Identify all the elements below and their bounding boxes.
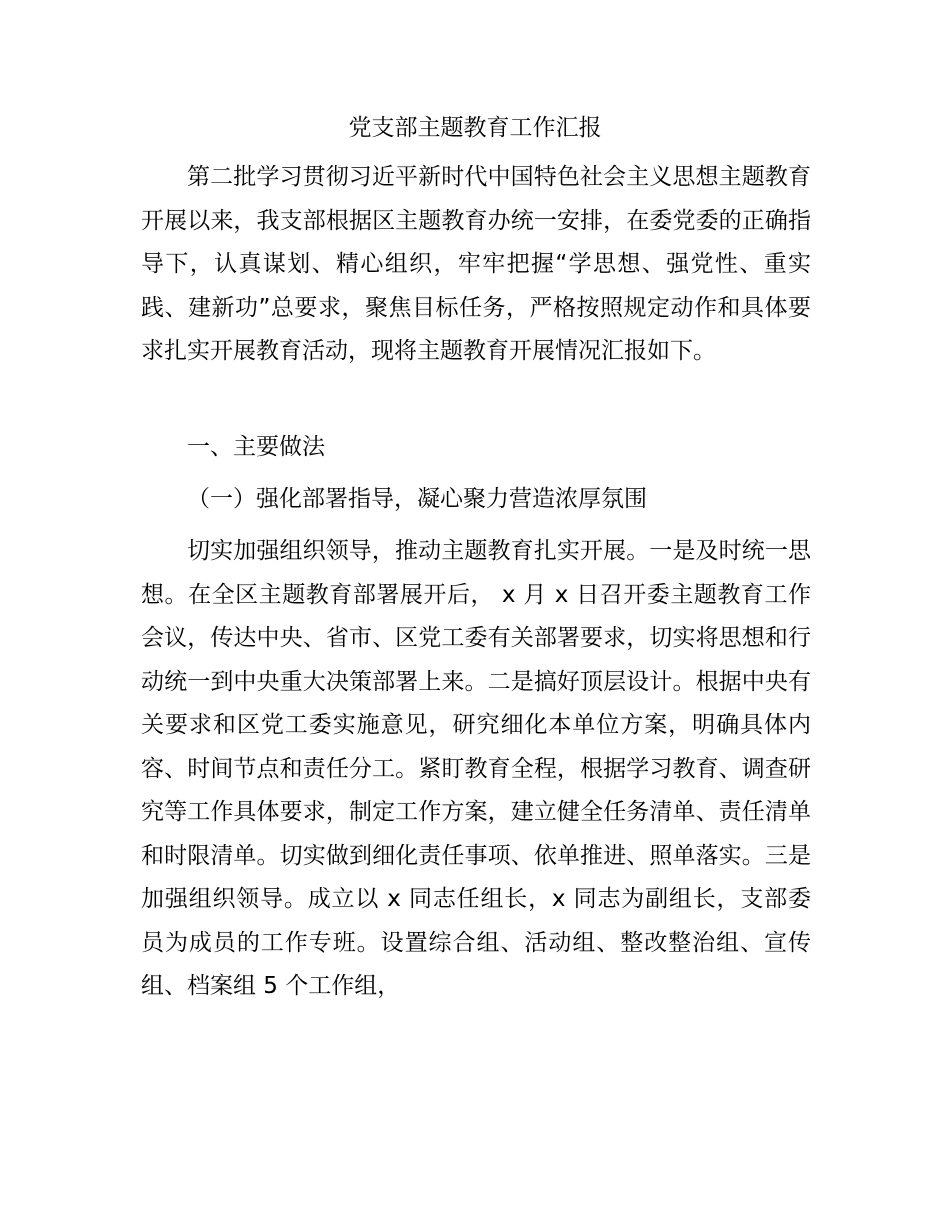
section-heading: 一、主要做法 [187, 434, 325, 460]
body-paragraph: 切实加强组织领导，推动主题教育扎实开展。一是及时统一思想。在全区主题教育部署展开后， x 月 x 日召开委主题教育工作会议，传达中央、省市、区党工委有关部署要求，切实将思想和行动统一到中央重大决策部署上来。二是搞好顶层设计。根据中央有关要求和区党工委实施意见，研究细化本单位方案，明确具体内容、时间节点和责任分工。紧盯教育全程，根据学习教育、调查研究等工作具体要求，制定工作方案，建立健全任务清单、责任清单和时限清单。切实做到细化责任事项、依单推进、照单落实。三是加强组织领导。成立以 x 同志任组长，x 同志为副组长，支部委员为成员的工作专班。设置综合组、活动组、整改整治组、宣传组、档案组 5 个工作组， [141, 538, 811, 999]
document-title: 党支部主题教育工作汇报 [348, 115, 602, 141]
subsection-heading: （一）强化部署指导，凝心聚力营造浓厚氛围 [187, 486, 647, 512]
intro-paragraph: 第二批学习贯彻习近平新时代中国特色社会主义思想主题教育开展以来，我支部根据区主题教育办统一安排，在委党委的正确指导下，认真谋划、精心组织，牢牢把握“学思想、强党性、重实践、建新功”总要求，聚焦目标任务，严格按照规定动作和具体要求扎实开展教育活动，现将主题教育开展情况汇报如下。 [141, 164, 811, 364]
